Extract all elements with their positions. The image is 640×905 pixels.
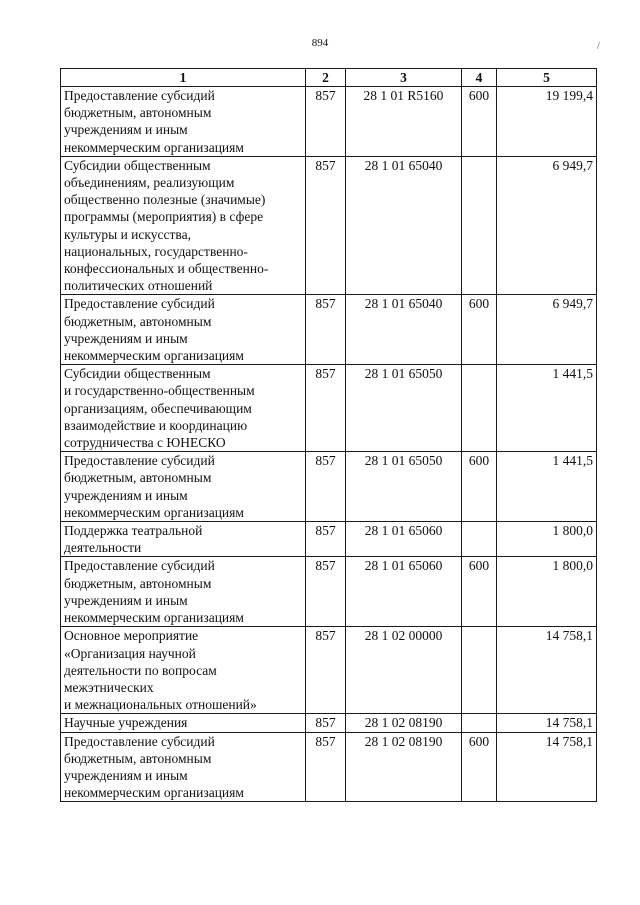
row-name-line: организациям, обеспечивающим [64, 400, 252, 416]
row-name-line: учреждениям и иным [64, 122, 188, 138]
corner-mark: / [597, 41, 600, 52]
row-name-line: общественно полезные (значимые) [64, 192, 266, 208]
row-name-cell [61, 452, 306, 522]
row-name-line: бюджетным, автономным [64, 470, 212, 486]
row-ministry-cell: 857 [306, 557, 346, 627]
row-name-line: бюджетным, автономным [64, 313, 212, 329]
header-col-2: 2 [306, 69, 346, 87]
row-code-cell: 28 1 01 65050 [346, 365, 462, 452]
row-name-line: деятельности [64, 540, 142, 556]
table-row [61, 295, 597, 365]
row-sum-cell: 19 199,4 [497, 87, 597, 157]
row-type-cell [462, 627, 497, 714]
row-name-line: программы (мероприятия) в сфере [64, 209, 264, 225]
row-name-cell [61, 295, 306, 365]
row-name-line: Поддержка театральной [64, 523, 203, 539]
row-sum-cell: 14 758,1 [497, 627, 597, 714]
row-name-line: Предоставление субсидий [64, 733, 215, 749]
row-name-line: Субсидии общественным [64, 157, 211, 173]
table-row [61, 365, 597, 452]
row-name-line: учреждениям и иным [64, 592, 188, 608]
row-type-cell [462, 365, 497, 452]
row-code-cell: 28 1 01 R5160 [346, 87, 462, 157]
header-col-5: 5 [497, 69, 597, 87]
row-code-cell: 28 1 01 65040 [346, 156, 462, 295]
row-name-line: деятельности по вопросам [64, 662, 217, 678]
row-sum-cell: 6 949,7 [497, 295, 597, 365]
row-ministry-cell: 857 [306, 714, 346, 732]
row-name-cell [61, 627, 306, 714]
row-ministry-cell: 857 [306, 522, 346, 557]
row-name-line: национальных, государственно- [64, 243, 248, 259]
row-name-line: учреждениям и иным [64, 767, 188, 783]
row-ministry-cell: 857 [306, 365, 346, 452]
row-name-line: объединениям, реализующим [64, 175, 235, 191]
row-name-line: Основное мероприятие [64, 628, 199, 644]
row-code-cell: 28 1 02 00000 [346, 627, 462, 714]
row-sum-cell: 1 800,0 [497, 557, 597, 627]
row-name-cell [61, 714, 306, 732]
table-row [61, 627, 597, 714]
table-body [61, 87, 597, 802]
row-name-cell [61, 732, 306, 802]
row-type-cell: 600 [462, 732, 497, 802]
row-name-line: Предоставление субсидий [64, 558, 215, 574]
row-name-line: и межнациональных отношений» [64, 697, 257, 713]
budget-table [60, 68, 597, 802]
row-name-line: Предоставление субсидий [64, 88, 215, 103]
row-name-line: некоммерческим организациям [64, 785, 244, 801]
table-row [61, 557, 597, 627]
row-name-line: Научные учреждения [64, 715, 188, 731]
row-name-line: учреждениям и иным [64, 487, 188, 503]
row-ministry-cell: 857 [306, 627, 346, 714]
row-name-line: политических отношений [64, 278, 213, 294]
row-name-cell [61, 87, 306, 157]
row-name-line: некоммерческим организациям [64, 139, 244, 155]
row-name-line: Предоставление субсидий [64, 296, 215, 312]
row-ministry-cell: 857 [306, 452, 346, 522]
row-name-cell [61, 156, 306, 295]
row-ministry-cell: 857 [306, 87, 346, 157]
row-code-cell: 28 1 02 08190 [346, 714, 462, 732]
header-col-4: 4 [462, 69, 497, 87]
row-name-line: некоммерческим организациям [64, 610, 244, 626]
row-ministry-cell: 857 [306, 156, 346, 295]
row-type-cell: 600 [462, 295, 497, 365]
row-name-cell [61, 557, 306, 627]
row-name-line: учреждениям и иным [64, 330, 188, 346]
row-type-cell [462, 156, 497, 295]
table-row [61, 452, 597, 522]
row-name-line: бюджетным, автономным [64, 105, 212, 121]
row-code-cell: 28 1 01 65060 [346, 522, 462, 557]
row-name-line: Субсидии общественным [64, 366, 211, 382]
header-row [61, 69, 597, 87]
row-sum-cell: 14 758,1 [497, 714, 597, 732]
row-type-cell: 600 [462, 557, 497, 627]
row-code-cell: 28 1 01 65050 [346, 452, 462, 522]
row-name-line: сотрудничества с ЮНЕСКО [64, 435, 226, 451]
table-row [61, 522, 597, 557]
row-sum-cell: 14 758,1 [497, 732, 597, 802]
row-name-line: межэтнических [64, 679, 154, 695]
header-col-3: 3 [346, 69, 462, 87]
table-row [61, 87, 597, 157]
row-name-line: взаимодействие и координацию [64, 417, 248, 433]
row-name-line: некоммерческим организациям [64, 348, 244, 364]
row-sum-cell: 6 949,7 [497, 156, 597, 295]
row-sum-cell: 1 441,5 [497, 452, 597, 522]
row-type-cell [462, 522, 497, 557]
page-number: 894 [311, 37, 329, 49]
table-row [61, 156, 597, 295]
row-type-cell: 600 [462, 452, 497, 522]
row-name-cell [61, 365, 306, 452]
row-code-cell: 28 1 02 08190 [346, 732, 462, 802]
row-name-line: Предоставление субсидий [64, 453, 215, 469]
table-row [61, 714, 597, 732]
row-type-cell: 600 [462, 87, 497, 157]
row-name-line: культуры и искусства, [64, 226, 191, 242]
row-code-cell: 28 1 01 65040 [346, 295, 462, 365]
row-name-line: конфессиональных и общественно- [64, 261, 269, 277]
row-sum-cell: 1 441,5 [497, 365, 597, 452]
row-type-cell [462, 714, 497, 732]
row-name-line: некоммерческим организациям [64, 504, 244, 520]
row-sum-cell: 1 800,0 [497, 522, 597, 557]
table-row [61, 732, 597, 802]
row-name-cell [61, 522, 306, 557]
row-name-line: «Организация научной [64, 645, 196, 661]
row-name-line: бюджетным, автономным [64, 575, 212, 591]
row-ministry-cell: 857 [306, 295, 346, 365]
row-name-line: и государственно-общественным [64, 383, 255, 399]
row-ministry-cell: 857 [306, 732, 346, 802]
row-code-cell: 28 1 01 65060 [346, 557, 462, 627]
header-col-1: 1 [61, 69, 306, 87]
row-name-line: бюджетным, автономным [64, 750, 212, 766]
